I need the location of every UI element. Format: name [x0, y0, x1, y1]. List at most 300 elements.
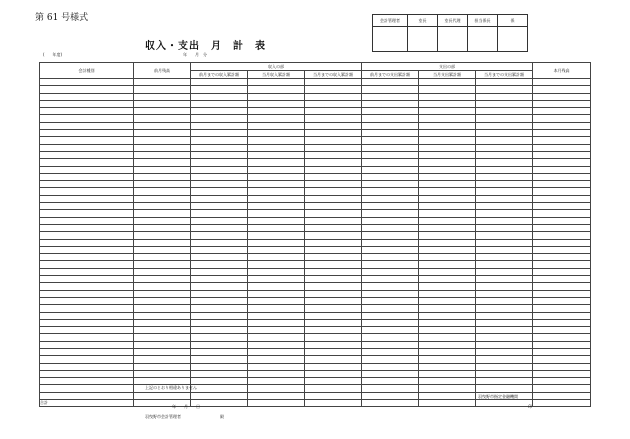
table-cell [191, 210, 248, 217]
table-cell [248, 166, 305, 173]
table-cell [191, 297, 248, 304]
table-cell [191, 239, 248, 246]
fiscal-year: ( 年度) [43, 52, 63, 57]
table-cell [362, 115, 419, 122]
table-cell [191, 122, 248, 129]
table-cell [134, 181, 191, 188]
table-cell [40, 159, 134, 166]
table-cell [248, 93, 305, 100]
table-cell [419, 232, 476, 239]
header-income-month: 当月収入累計額 [248, 71, 305, 79]
table-cell [362, 166, 419, 173]
table-cell [248, 122, 305, 129]
table-cell [305, 188, 362, 195]
stamp-label-deputy-director: 室長代理 [438, 15, 468, 27]
table-cell [134, 166, 191, 173]
table-cell [419, 137, 476, 144]
table-cell [191, 217, 248, 224]
table-cell [191, 305, 248, 312]
table-cell [476, 188, 533, 195]
table-cell [419, 188, 476, 195]
table-cell [134, 319, 191, 326]
table-cell [362, 268, 419, 275]
table-cell [305, 254, 362, 261]
table-cell [248, 144, 305, 151]
table-cell [40, 232, 134, 239]
table-row [40, 312, 591, 319]
statement-text: 上記のとおり相違ありません [145, 385, 197, 390]
table-cell [40, 210, 134, 217]
table-cell [40, 261, 134, 268]
table-cell [191, 203, 248, 210]
table-row [40, 159, 591, 166]
table-row [40, 297, 591, 304]
table-cell [419, 385, 476, 392]
table-cell [248, 79, 305, 86]
table-cell [305, 130, 362, 137]
table-cell [419, 268, 476, 275]
table-row [40, 181, 591, 188]
table-cell [248, 86, 305, 93]
page-title: 収入・支出 月 計 表 [145, 41, 266, 52]
table-cell [40, 341, 134, 348]
stamp-cell [438, 27, 468, 52]
table-cell [476, 363, 533, 370]
table-cell [248, 181, 305, 188]
table-cell [533, 217, 591, 224]
table-cell [362, 400, 419, 407]
table-cell [40, 312, 134, 319]
table-cell [533, 203, 591, 210]
table-cell [248, 378, 305, 385]
table-cell [40, 297, 134, 304]
table-cell [419, 378, 476, 385]
table-cell [305, 203, 362, 210]
table-cell [134, 93, 191, 100]
table-cell [305, 210, 362, 217]
table-cell [419, 166, 476, 173]
table-cell [362, 290, 419, 297]
table-cell [476, 385, 533, 392]
header-income-cumulative: 当月までの収入累計額 [305, 71, 362, 79]
table-cell [419, 276, 476, 283]
table-cell [476, 268, 533, 275]
table-cell [248, 115, 305, 122]
table-cell [191, 312, 248, 319]
table-cell [191, 370, 248, 377]
table-cell [40, 254, 134, 261]
table-cell [248, 173, 305, 180]
table-cell [533, 144, 591, 151]
table-cell [362, 217, 419, 224]
table-cell [134, 283, 191, 290]
table-row [40, 93, 591, 100]
table-cell [305, 356, 362, 363]
table-cell [362, 261, 419, 268]
table-cell [134, 239, 191, 246]
table-cell [191, 341, 248, 348]
table-cell [134, 392, 191, 399]
table-row [40, 173, 591, 180]
table-cell [134, 224, 191, 231]
table-cell [305, 108, 362, 115]
table-cell [533, 305, 591, 312]
stamp-label-director: 室長 [408, 15, 438, 27]
header-expense-prev-cumulative: 前月までの支出累計額 [362, 71, 419, 79]
table-cell [419, 144, 476, 151]
table-cell [419, 334, 476, 341]
table-row [40, 144, 591, 151]
table-cell [533, 166, 591, 173]
table-cell [476, 400, 533, 407]
table-cell [533, 210, 591, 217]
table-cell [305, 261, 362, 268]
table-cell [362, 276, 419, 283]
table-cell [40, 181, 134, 188]
table-cell [134, 312, 191, 319]
table-cell [134, 232, 191, 239]
table-row [40, 122, 591, 129]
table-cell [533, 93, 591, 100]
table-cell [476, 283, 533, 290]
table-cell [40, 224, 134, 231]
table-cell [362, 79, 419, 86]
table-cell [134, 108, 191, 115]
table-cell [191, 86, 248, 93]
table-cell [248, 370, 305, 377]
table-cell [419, 115, 476, 122]
table-cell [419, 239, 476, 246]
table-cell [362, 392, 419, 399]
table-cell [40, 188, 134, 195]
table-cell [248, 151, 305, 158]
table-cell [419, 392, 476, 399]
table-cell [362, 341, 419, 348]
table-cell [305, 100, 362, 107]
table-cell [419, 370, 476, 377]
footer-honorific: 殿 [220, 414, 224, 419]
table-cell [134, 341, 191, 348]
table-cell [134, 173, 191, 180]
table-row [40, 305, 591, 312]
table-cell [533, 276, 591, 283]
table-cell [419, 283, 476, 290]
table-cell [248, 283, 305, 290]
table-cell [362, 363, 419, 370]
table-cell [533, 297, 591, 304]
table-cell [40, 166, 134, 173]
table-cell [40, 115, 134, 122]
table-cell [40, 137, 134, 144]
table-cell [305, 385, 362, 392]
table-cell [533, 341, 591, 348]
table-cell [476, 195, 533, 202]
table-cell [191, 348, 248, 355]
table-cell [476, 261, 533, 268]
table-cell [40, 151, 134, 158]
table-cell [305, 195, 362, 202]
table-cell [134, 86, 191, 93]
table-cell [419, 327, 476, 334]
table-cell [305, 246, 362, 253]
table-cell [191, 392, 248, 399]
table-cell [533, 356, 591, 363]
table-cell [248, 348, 305, 355]
table-cell [419, 151, 476, 158]
table-cell [533, 86, 591, 93]
table-cell [305, 166, 362, 173]
table-cell [476, 166, 533, 173]
table-cell [476, 137, 533, 144]
stamp-cell [468, 27, 498, 52]
table-cell [533, 232, 591, 239]
table-cell [362, 151, 419, 158]
table-cell [476, 348, 533, 355]
table-cell [476, 246, 533, 253]
table-cell [533, 348, 591, 355]
table-cell [305, 392, 362, 399]
table-cell [419, 348, 476, 355]
table-cell [362, 224, 419, 231]
table-cell [134, 144, 191, 151]
table-cell [191, 166, 248, 173]
table-cell [248, 356, 305, 363]
table-cell [40, 108, 134, 115]
table-cell [40, 203, 134, 210]
table-row [40, 268, 591, 275]
table-cell [419, 79, 476, 86]
table-cell [134, 297, 191, 304]
table-cell [476, 130, 533, 137]
table-cell [533, 246, 591, 253]
table-cell [191, 334, 248, 341]
table-cell [362, 100, 419, 107]
table-cell [248, 217, 305, 224]
table-cell [305, 276, 362, 283]
table-cell [134, 188, 191, 195]
table-cell [191, 276, 248, 283]
table-cell [134, 290, 191, 297]
table-cell [533, 312, 591, 319]
table-cell [134, 217, 191, 224]
period: 年 月 分 [183, 52, 207, 57]
table-cell [191, 261, 248, 268]
table-cell [476, 290, 533, 297]
table-cell [362, 86, 419, 93]
table-cell [248, 203, 305, 210]
table-cell [40, 144, 134, 151]
table-row [40, 290, 591, 297]
table-cell [476, 370, 533, 377]
table-cell [248, 327, 305, 334]
header-account-type: 会計種別 [40, 63, 134, 79]
table-cell [419, 254, 476, 261]
table-cell [419, 93, 476, 100]
table-row [40, 319, 591, 326]
table-cell [134, 210, 191, 217]
table-cell [40, 319, 134, 326]
table-cell [476, 378, 533, 385]
table-cell [305, 122, 362, 129]
table-cell [134, 268, 191, 275]
total-row [40, 400, 591, 407]
table-cell [362, 195, 419, 202]
table-cell [533, 151, 591, 158]
table-cell [533, 385, 591, 392]
table-cell [134, 334, 191, 341]
total-label: 合計 [40, 400, 134, 407]
table-cell [533, 100, 591, 107]
table-cell [476, 144, 533, 151]
table-cell [476, 79, 533, 86]
header-expense-month: 当月支出累計額 [419, 71, 476, 79]
table-cell [533, 159, 591, 166]
table-cell [419, 100, 476, 107]
table-cell [305, 79, 362, 86]
table-cell [40, 93, 134, 100]
table-cell [191, 195, 248, 202]
table-cell [476, 203, 533, 210]
table-cell [305, 319, 362, 326]
table-cell [533, 378, 591, 385]
table-cell [305, 327, 362, 334]
table-row [40, 130, 591, 137]
table-cell [248, 276, 305, 283]
table-cell [476, 341, 533, 348]
table-cell [248, 108, 305, 115]
table-cell [419, 203, 476, 210]
table-cell [476, 224, 533, 231]
table-cell [419, 181, 476, 188]
table-cell [533, 268, 591, 275]
table-row [40, 151, 591, 158]
table-cell [305, 341, 362, 348]
table-cell [248, 246, 305, 253]
table-cell [248, 341, 305, 348]
table-cell [533, 319, 591, 326]
table-cell [533, 363, 591, 370]
footer-date: 年 月 日 [172, 404, 200, 409]
table-cell [362, 370, 419, 377]
table-cell [191, 327, 248, 334]
table-cell [362, 348, 419, 355]
table-cell [533, 334, 591, 341]
table-cell [362, 108, 419, 115]
table-cell [476, 356, 533, 363]
table-cell [248, 319, 305, 326]
table-cell [533, 130, 591, 137]
table-cell [191, 108, 248, 115]
table-cell [305, 348, 362, 355]
table-cell [191, 232, 248, 239]
table-cell [248, 297, 305, 304]
table-cell [40, 363, 134, 370]
table-cell [40, 173, 134, 180]
table-cell [305, 400, 362, 407]
table-cell [191, 246, 248, 253]
table-cell [533, 181, 591, 188]
table-row [40, 378, 591, 385]
table-cell [362, 210, 419, 217]
table-cell [40, 283, 134, 290]
table-cell [134, 122, 191, 129]
table-cell [40, 86, 134, 93]
table-row [40, 217, 591, 224]
table-cell [362, 334, 419, 341]
stamp-label-staff: 係 [498, 15, 528, 27]
table-cell [134, 195, 191, 202]
table-cell [305, 144, 362, 151]
table-cell [419, 122, 476, 129]
table-cell [362, 122, 419, 129]
table-cell [191, 188, 248, 195]
table-row [40, 261, 591, 268]
table-cell [533, 137, 591, 144]
table-cell [419, 319, 476, 326]
table-row [40, 100, 591, 107]
table-cell [134, 327, 191, 334]
table-cell [248, 363, 305, 370]
table-cell [305, 86, 362, 93]
table-cell [305, 334, 362, 341]
table-cell [305, 181, 362, 188]
table-cell [305, 232, 362, 239]
table-row [40, 79, 591, 86]
table-cell [191, 356, 248, 363]
table-cell [40, 385, 134, 392]
table-row [40, 86, 591, 93]
table-cell [362, 159, 419, 166]
table-row [40, 370, 591, 377]
table-cell [533, 327, 591, 334]
table-cell [419, 246, 476, 253]
table-cell [134, 151, 191, 158]
footer-seal: 印 [528, 404, 532, 409]
table-cell [476, 297, 533, 304]
table-cell [362, 319, 419, 326]
table-cell [305, 297, 362, 304]
table-cell [476, 210, 533, 217]
table-cell [134, 356, 191, 363]
table-cell [476, 100, 533, 107]
table-cell [40, 348, 134, 355]
table-cell [533, 188, 591, 195]
table-cell [362, 137, 419, 144]
table-cell [476, 181, 533, 188]
table-row [40, 341, 591, 348]
table-cell [40, 195, 134, 202]
table-cell [305, 151, 362, 158]
table-cell [362, 297, 419, 304]
table-cell [191, 224, 248, 231]
table-cell [248, 239, 305, 246]
table-cell [362, 93, 419, 100]
table-cell [419, 159, 476, 166]
table-cell [533, 122, 591, 129]
table-cell [134, 115, 191, 122]
table-cell [248, 137, 305, 144]
table-cell [419, 290, 476, 297]
table-row [40, 232, 591, 239]
table-cell [191, 93, 248, 100]
table-cell [362, 283, 419, 290]
table-cell [419, 195, 476, 202]
table-cell [191, 378, 248, 385]
table-cell [191, 181, 248, 188]
table-cell [419, 210, 476, 217]
footer-signer: 羽曳野市会計管理者 [145, 414, 181, 419]
table-cell [305, 305, 362, 312]
